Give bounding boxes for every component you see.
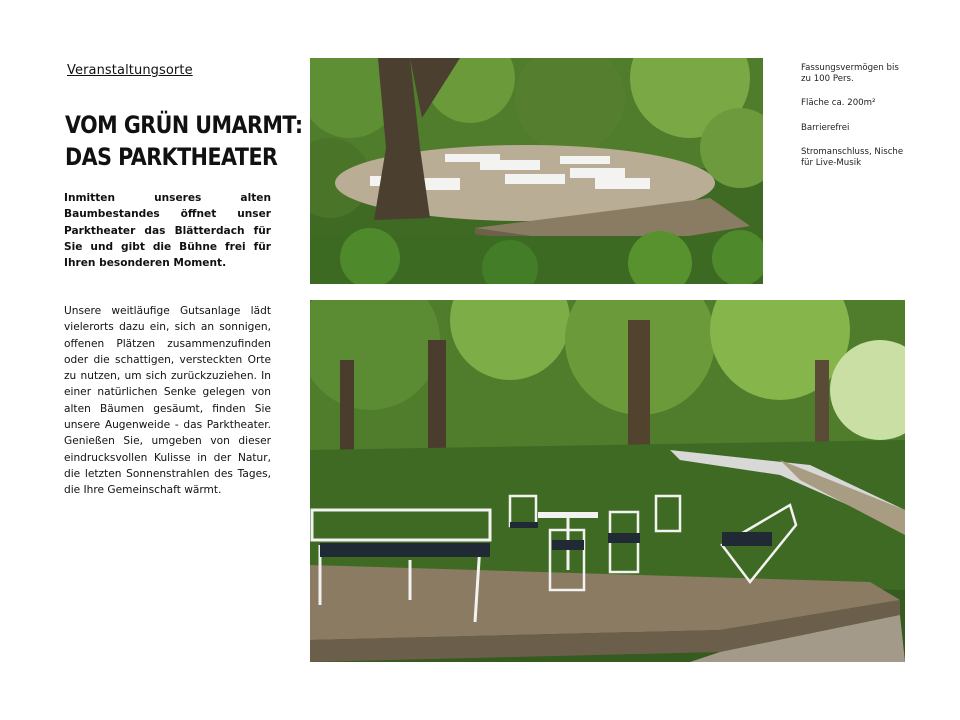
facts-list — [801, 63, 911, 182]
fact-area: Fläche ca. 200m² — [801, 98, 876, 108]
deck-furniture-illustration — [310, 300, 905, 662]
park-theater-photo — [310, 58, 763, 284]
headline-line-2: DAS PARKTHEATER — [65, 143, 278, 171]
park-theater-illustration — [310, 58, 763, 284]
fact-accessibility: Barrierefrei — [801, 122, 850, 133]
headline-line-1: VOM GRÜN UMARMT: — [65, 111, 303, 139]
fact-power: Stromanschluss, Nische für Live-Musik — [801, 147, 904, 168]
fact-capacity: Fassungsvermögen bis zu 100 Pers. — [801, 63, 899, 84]
page-title — [65, 109, 303, 173]
body-paragraph: Unsere weitläufige Gutsanlage lädt vielerorts dazu ein, sich an sonnigen, offenen Plätzen zusammenzufinden oder die schattigen, versteckten Orte zu nutzen, um sich zurückzuziehen. In einer natürlichen Senke gelegen von alten Bäumen gesäumt, finden Sie unsere Augenweide - das Parktheater. Genießen Sie, umgeben von dieser eindrucksvollen Kulisse in der Natur, die letzten Sonnenstrahlen des Tages, die Ihre Gemeinschaft wärmt. — [64, 305, 271, 497]
deck-furniture-photo — [310, 300, 905, 662]
intro-paragraph: Inmitten unseres alten Baumbestandes öffnet unser Parktheater das Blätterdach für Sie und gibt die Bühne frei für Ihren besonderen Moment. — [64, 192, 271, 270]
section-label[interactable]: Veranstaltungsorte — [67, 63, 193, 78]
